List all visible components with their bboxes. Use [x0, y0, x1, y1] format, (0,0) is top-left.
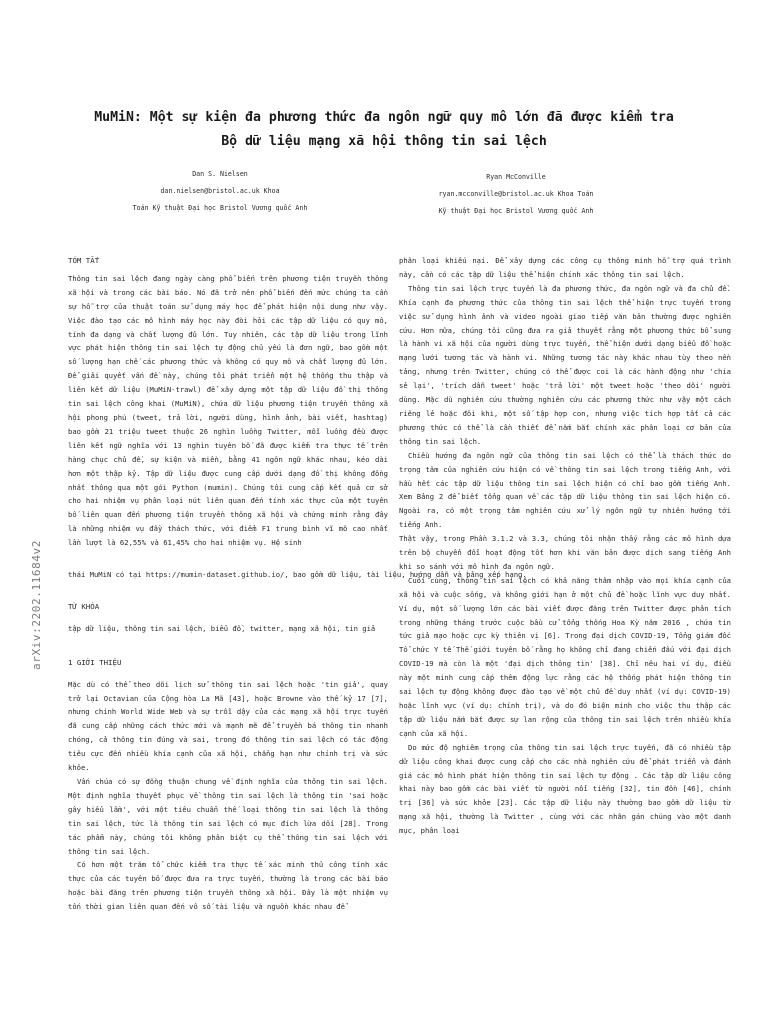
- body-paragraph: phân loại khiếu nại. Để xây dựng các công cụ thông minh hỗ trợ quá trình này, cần có các tập dữ liệu thể hiện chính xác thông tin sai lệch.: [399, 256, 731, 279]
- intro-paragraph: Mặc dù có thể theo dõi lịch sử thông tin sai lệch hoặc 'tin giả', quay trở lại Octavian của Cộng hòa La Mã [43], hoặc Browne vào thế kỷ 17 [7], nhưng chính World Wide Web và sự trỗi dậy của các mạng xã hội trực tuyến đã cung cấp những cách thức mới và mạnh mẽ để truyền bá thông tin nhanh chóng, cả thông tin đúng và sai, trong đó thông tin sai lệch có tác động tiêu cực đến nhiều khía cạnh của xã hội, chẳng hạn như chính trị và sức khỏe.: [68, 679, 388, 773]
- paper-title-line-2: Bộ dữ liệu mạng xã hội thông tin sai lệch: [221, 134, 547, 149]
- author-email: dan.nielsen@bristol.ac.uk Khoa: [160, 187, 280, 195]
- left-column: [68, 254, 388, 914]
- body-paragraph: Cuối cùng, thông tin sai lệch có khả năng thâm nhập vào mọi khía cạnh của xã hội và cuộc sống, và không giới hạn ở một chủ đề hoặc lĩnh vực duy nhất. Ví dụ, một số lượng lớn các bài viết được đăng trên Twitter được phân tích trong những tháng trước cuộc bầu cử tổng thống Hoa Kỳ năm 2016 , chứa tin tức giả mạo hoặc cực kỳ thiên vị [6]. Trong đại dịch COVID-19, Tổng giám đốc Tổ chức Y tế Thế giới tuyên bố rằng họ không chỉ đang chiến đấu với đại dịch COVID-19 mà còn là một 'đại dịch thông tin' [38]. Chỉ nêu hai ví dụ, điều này một minh cung cấp thêm động lực rằng các hệ thống phát hiện thông tin sai lệch tự động không được đào tạo về một chủ đề duy nhất (ví dụ: COVID-19) hoặc lĩnh vực (ví dụ: chính trị), và do đó biện minh cho việc thu thập các tập dữ liệu nắm bắt được sự lan rộng của thông tin sai lệch trên nhiều khía cạnh của xã hội.: [399, 575, 731, 738]
- keywords-heading: TỪ KHÓA: [68, 601, 100, 611]
- author-affiliation: Toán Kỹ thuật Đại học Bristol Vương quốc Anh: [132, 204, 308, 212]
- author-name: Ryan McConville: [486, 173, 546, 181]
- author-block-2: [400, 169, 632, 220]
- introduction-heading: 1 GIỚI THIỆU: [68, 657, 122, 667]
- body-paragraph: Thông tin sai lệch trực tuyến là đa phương thức, đa ngôn ngữ và đa chủ đề. Khía cạnh đa phương thức của thông tin sai lệch thể hiện trực tuyến trong việc sử dụng hình ảnh và video ngoài giao tiếp văn bản thường được nghiên cứu. Hơn nữa, chúng tôi cũng đưa ra giả thuyết rằng một phương thức bổ sung là hành vi xã hội của người dùng trực tuyến, thể hiện dưới dạng biểu đồ hoặc mạng lưới tương tác và hành vi. Những tương tác này khác nhau tùy theo nền tảng, nhưng trên Twitter, chúng có thể được coi là các hành động như 'chia sẻ lại', 'trích dẫn tweet' hoặc 'trả lời' một tweet hoặc 'theo dõi' người dùng. Mặc dù nghiên cứu thường nghiên cứu các phương thức như vậy một cách riêng lẻ hoặc đôi khi, một số tập hợp con, nhưng việc tích hợp tất cả các phương thức có thể là cần thiết để nắm bắt chính xác phân loại cơ bản của thông tin sai lệch.: [399, 283, 731, 446]
- body-paragraph: Thật vậy, trong Phần 3.1.2 và 3.3, chúng tôi nhận thấy rằng các mô hình dựa trên bộ chuyển đổi hoạt động tốt hơn khi văn bản được dịch sang tiếng Anh khi so sánh với mô hình đa ngôn ngữ.: [399, 534, 731, 571]
- keywords-text: tập dữ liệu, thông tin sai lệch, biểu đồ, twitter, mạng xã hội, tin giả: [68, 623, 376, 633]
- body-paragraph: Chiều hướng đa ngôn ngữ của thông tin sai lệch có thể là thách thức do trọng tâm của nghiên cứu hiện có về thông tin sai lệch trong tiếng Anh, với hầu hết các tập dữ liệu thông tin sai lệch hiện có chỉ bao gồm tiếng Anh. Xem Bảng 2 để biết tổng quan về các tập dữ liệu thông tin sai lệch hiện có. Ngoài ra, có một trọng tâm nghiên cứu xử lý ngôn ngữ tự nhiên hướng tới tiếng Anh.: [399, 450, 731, 530]
- author-block-1: [100, 166, 340, 217]
- author-name: Dan S. Nielsen: [192, 170, 248, 178]
- abstract-heading: TÓM TẮT: [68, 256, 100, 265]
- intro-paragraph: Vấn chúa có sự đồng thuận chung về định nghĩa của thông tin sai lệch. Một định nghĩa thuyết phục về thông tin sai lệch là thông tin 'sai hoặc gây hiểu lầm', với một tiêu chuẩn thế loại thông tin sai lệch là thông tin sai lệch, tức là thông tin sai lệch có mục đích lừa dối [28]. Trong tác phẩm này, chúng tôi không phân biệt cụ thể thông tin sai lệch với thông tin sai lệch.: [68, 776, 388, 856]
- abstract-text: Thông tin sai lệch đang ngày càng phổ biến trên phương tiện truyền thông xã hội và trong các bài báo. Nó đã trở nên phổ biến đến mức chúng ta cần sự hỗ trợ của thuật toán sử dụng máy học để phát hiện nội dung như vậy. Việc đào tạo các mô hình máy học này đòi hỏi các tập dữ liệu có quy mô, tính đa dạng và chất lượng đủ lớn. Tuy nhiên, các tập dữ liệu trong lĩnh vực phát hiện thông tin sai lệch tự động chủ yếu là đơn ngữ, bao gồm một số lượng hạn chế các phương thức và không có quy mô và chất lượng đủ lớn. Để giải quyết vấn đề này, chúng tôi phát triển một hệ thống thu thập và liên kết dữ liệu (MuMiN-trawl) để xây dựng một tập dữ liệu đồ thị thông tin sai lệch công khai (MuMiN), chứa dữ liệu phương tiện truyền thông xã hội phong phú (tweet, trả lời, người dùng, hình ảnh, bài viết, hashtag) bao gồm 21 triệu tweet thuộc 26 nghìn luồng Twitter, mỗi luồng đều được liên kết ngữ nghĩa với 13 nghìn tuyên bố đã được kiểm tra thực tế trên hàng chục chủ đề, sự kiện và miền, bằng 41 ngôn ngữ khác nhau, kéo dài hơn một thập kỷ. Tập dữ liệu được cung cấp dưới dạng đồ thị không đồng nhất thông qua một gói Python (mumin). Chúng tôi cung cấp kết quả cơ sở cho hai nhiệm vụ phân loại nút liên quan đến tính xác thực của một tuyên bố liên quan đến phương tiện truyền thông xã hội và chứng minh rằng đây là những nhiệm vụ đầy thách thức, với điểm F1 trung bình vĩ mô cao nhất lần lượt là 62,55% và 61,45% cho hai nhiệm vụ. Hệ sinh: [68, 273, 388, 548]
- author-affiliation: Kỹ thuật Đại học Bristol Vương quốc Anh: [438, 207, 594, 215]
- intro-paragraph: Có hơn một trăm tổ chức kiểm tra thực tế xác minh thủ công tính xác thực của các tuyên bố được đưa ra trực tuyến, thường là trong các bài báo hoặc bài đăng trên phương tiện truyền thông xã hội. Đây là một nhiệm vụ tốn thời gian liên quan đến vô số tài liệu và nguồn khác nhau để: [68, 860, 388, 912]
- author-email: ryan.mcconville@bristol.ac.uk Khoa Toán: [438, 190, 594, 198]
- paper-title-line-1: MuMiN: Một sự kiện đa phương thức đa ngôn ngữ quy mô lớn đã được kiểm tra: [94, 110, 674, 125]
- body-paragraph: Do mức độ nghiêm trọng của thông tin sai lệch trực tuyến, đã có nhiều tập dữ liệu công khai được cung cấp cho các nhà nghiên cứu để phát triển và đánh giá các mô hình phát hiện thông tin sai lệch tự động . Các tập dữ liệu công khai này bao gồm các bài viết từ người nổi tiếng [32], tin đồn [46], chính trị [36] và sức khỏe [23]. Các tập dữ liệu này thường bao gồm dữ liệu từ mạng xã hội, thường là Twitter , cùng với các nhãn gán chúng vào một danh mục, phân loại: [399, 742, 731, 836]
- right-column: [399, 254, 731, 864]
- abstract-overrun-line: thái MuMiN có tại https://mumin-dataset.github.io/, bao gồm dữ liệu, tài liệu, hướng dẫn và bảng xếp hạng.: [68, 570, 527, 579]
- arxiv-stamp: arXiv:2202.11684v2: [30, 539, 43, 670]
